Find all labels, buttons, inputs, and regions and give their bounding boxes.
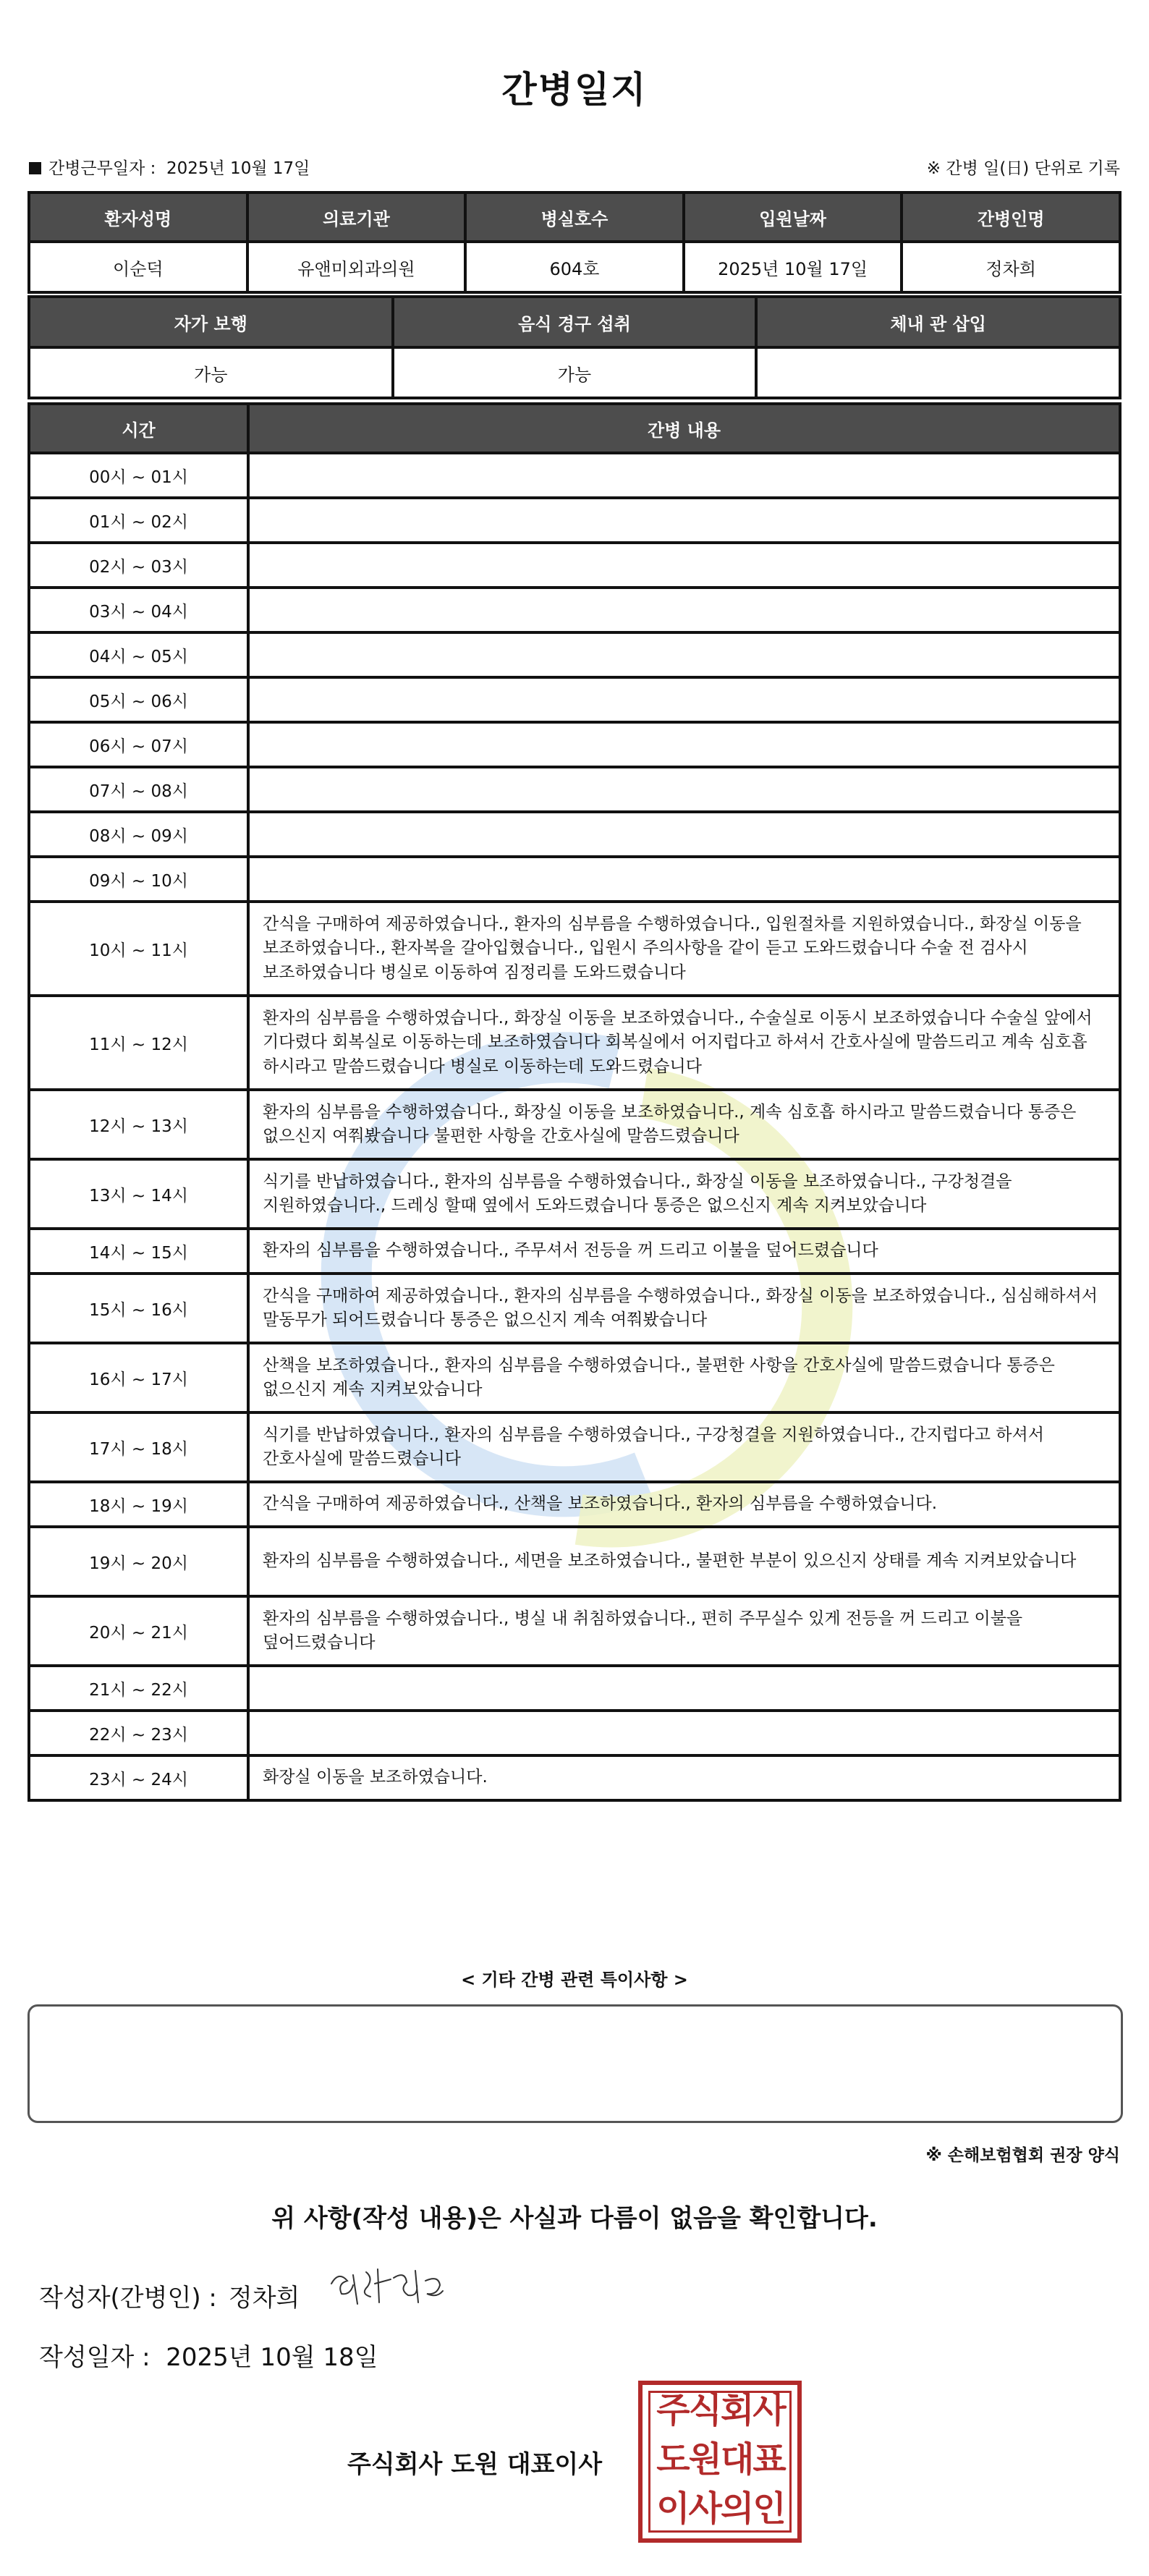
log-time: 02시 ~ 03시 xyxy=(29,543,248,588)
writer-line xyxy=(39,2278,300,2313)
caregiver-name: 정차희 xyxy=(902,242,1120,292)
log-time: 01시 ~ 02시 xyxy=(29,498,248,543)
log-content xyxy=(248,1666,1120,1711)
log-time: 20시 ~ 21시 xyxy=(29,1596,248,1666)
square-bullet-icon xyxy=(29,162,41,174)
log-content: 간식을 구매하여 제공하였습니다., 환자의 심부름을 수행하였습니다., 입원절차를 지원하였습니다., 화장실 이동을 보조하였습니다., 환자복을 갈아입혔습니다., 입원시 주의사항을 같이 듣고 도와드렸습니다 수술 전 검사시 보조하였습니다 병실로 이동하여 짐정리를 도와드렸습니다 xyxy=(248,902,1120,996)
company-name: 주식회사 도원 대표이사 xyxy=(347,2450,603,2479)
care-log-row xyxy=(29,1412,1120,1482)
log-content: 환자의 심부름을 수행하였습니다., 화장실 이동을 보조하였습니다., 계속 심호흡 하시라고 말씀드렸습니다 통증은 없으신지 여쭤봤습니다 불편한 사항을 간호사실에 말씀드렸습니다 xyxy=(248,1090,1120,1159)
header-hospital: 의료기관 xyxy=(247,192,466,242)
header-oral-intake: 음식 경구 섭취 xyxy=(393,297,757,347)
header-tube: 체내 관 삽입 xyxy=(756,297,1120,347)
care-log-row xyxy=(29,722,1120,767)
log-content xyxy=(248,588,1120,632)
patient-status-table xyxy=(27,295,1122,399)
care-log-row xyxy=(29,767,1120,812)
care-log-row xyxy=(29,1274,1120,1343)
care-log-row xyxy=(29,1755,1120,1800)
log-time: 05시 ~ 06시 xyxy=(29,677,248,722)
header-care-content: 간병 내용 xyxy=(248,404,1120,453)
log-content xyxy=(248,1711,1120,1755)
log-time: 07시 ~ 08시 xyxy=(29,767,248,812)
care-log-row xyxy=(29,1343,1120,1412)
log-content xyxy=(248,767,1120,812)
log-content: 간식을 구매하여 제공하였습니다., 산책을 보조하였습니다., 환자의 심부름을 수행하였습니다. xyxy=(248,1482,1120,1527)
log-content xyxy=(248,453,1120,498)
care-log-row xyxy=(29,632,1120,677)
patient-status-value-row xyxy=(29,347,1120,398)
room-number: 604호 xyxy=(465,242,684,292)
patient-info-table xyxy=(27,191,1122,294)
care-log-row xyxy=(29,1159,1120,1229)
writer-label: 작성자(간병인) : xyxy=(39,2284,217,2313)
log-content xyxy=(248,543,1120,588)
care-log-row xyxy=(29,1666,1120,1711)
log-content xyxy=(248,677,1120,722)
write-date-line xyxy=(39,2337,378,2373)
log-content xyxy=(248,498,1120,543)
header-admission-date: 입원날짜 xyxy=(684,192,902,242)
write-date-value: 2025년 10월 18일 xyxy=(166,2343,378,2372)
log-time: 03시 ~ 04시 xyxy=(29,588,248,632)
writer-name: 정차희 xyxy=(228,2284,300,2313)
work-date-value: 2025년 10월 17일 xyxy=(166,159,310,178)
patient-status-header-row xyxy=(29,297,1120,347)
log-content xyxy=(248,812,1120,857)
care-log-row xyxy=(29,1711,1120,1755)
log-content xyxy=(248,857,1120,902)
log-time: 18시 ~ 19시 xyxy=(29,1482,248,1527)
care-log-row xyxy=(29,543,1120,588)
log-content: 식기를 반납하였습니다., 환자의 심부름을 수행하였습니다., 화장실 이동을 보조하였습니다., 구강청결을 지원하였습니다., 드레싱 할때 옆에서 도와드렸습니다 통증은 없으신지 계속 지켜보았습니다 xyxy=(248,1159,1120,1229)
hospital-name: 유앤미외과의원 xyxy=(247,242,466,292)
log-content xyxy=(248,722,1120,767)
care-log-row xyxy=(29,812,1120,857)
log-time: 14시 ~ 15시 xyxy=(29,1229,248,1274)
care-log-row xyxy=(29,498,1120,543)
recommend-note: ※ 손해보험협회 권장 양식 xyxy=(925,2146,1120,2165)
log-content: 환자의 심부름을 수행하였습니다., 세면을 보조하였습니다., 불편한 부분이 있으신지 상태를 계속 지켜보았습니다 xyxy=(248,1527,1120,1596)
header-caregiver: 간병인명 xyxy=(902,192,1120,242)
care-log-body xyxy=(29,453,1120,1800)
log-content: 화장실 이동을 보조하였습니다. xyxy=(248,1755,1120,1800)
seal-line-2: 도원대표 xyxy=(656,2439,785,2480)
care-log-row xyxy=(29,902,1120,996)
care-log-row xyxy=(29,996,1120,1090)
log-content: 산책을 보조하였습니다., 환자의 심부름을 수행하였습니다., 불편한 사항을 간호사실에 말씀드렸습니다 통증은 없으신지 계속 지켜보았습니다 xyxy=(248,1343,1120,1412)
care-log-row xyxy=(29,1527,1120,1596)
log-time: 08시 ~ 09시 xyxy=(29,812,248,857)
log-time: 04시 ~ 05시 xyxy=(29,632,248,677)
log-time: 00시 ~ 01시 xyxy=(29,453,248,498)
admission-date: 2025년 10월 17일 xyxy=(684,242,902,292)
header-time: 시간 xyxy=(29,404,248,453)
log-time: 10시 ~ 11시 xyxy=(29,902,248,996)
confirm-statement: 위 사항(작성 내용)은 사실과 다름이 없음을 확인합니다. xyxy=(271,2204,878,2233)
patient-info-header-row xyxy=(29,192,1120,242)
notes-title: < 기타 간병 관련 특이사항 > xyxy=(461,1970,688,1990)
care-log-row xyxy=(29,588,1120,632)
seal-line-1: 주식회사 xyxy=(656,2390,785,2431)
notes-box xyxy=(27,2004,1123,2123)
care-log-row xyxy=(29,453,1120,498)
patient-name: 이순덕 xyxy=(29,242,247,292)
document-title: 간병일지 xyxy=(501,69,648,111)
patient-info-value-row xyxy=(29,242,1120,292)
care-log-table xyxy=(27,402,1122,1802)
log-content: 환자의 심부름을 수행하였습니다., 주무셔서 전등을 꺼 드리고 이불을 덮어드렸습니다 xyxy=(248,1229,1120,1274)
care-log-header-row xyxy=(29,404,1120,453)
log-time: 09시 ~ 10시 xyxy=(29,857,248,902)
log-content: 환자의 심부름을 수행하였습니다., 화장실 이동을 보조하였습니다., 수술실로 이동시 보조하였습니다 수술실 앞에서 기다렸다 회복실로 이동하는데 보조하였습니다 회복실에서 어지럽다고 하셔서 간호사실에 말씀드리고 계속 심호흡 하시라고 말씀드렸습니다 병실로 이동하는데 도와드렸습니다 xyxy=(248,996,1120,1090)
log-time: 22시 ~ 23시 xyxy=(29,1711,248,1755)
work-date-label: 간병근무일자 : xyxy=(48,159,156,178)
log-content: 간식을 구매하여 제공하였습니다., 환자의 심부름을 수행하였습니다., 화장실 이동을 보조하였습니다., 심심해하셔서 말동무가 되어드렸습니다 통증은 없으신지 계속 여쭤봤습니다 xyxy=(248,1274,1120,1343)
care-log-row xyxy=(29,1596,1120,1666)
log-time: 19시 ~ 20시 xyxy=(29,1527,248,1596)
tube-status xyxy=(756,347,1120,398)
log-time: 16시 ~ 17시 xyxy=(29,1343,248,1412)
log-content: 환자의 심부름을 수행하였습니다., 병실 내 취침하였습니다., 편히 주무실수 있게 전등을 꺼 드리고 이불을 덮어드렸습니다 xyxy=(248,1596,1120,1666)
log-time: 06시 ~ 07시 xyxy=(29,722,248,767)
log-time: 11시 ~ 12시 xyxy=(29,996,248,1090)
header-walking: 자가 보행 xyxy=(29,297,393,347)
work-date-line xyxy=(29,155,310,179)
log-time: 23시 ~ 24시 xyxy=(29,1755,248,1800)
care-log-row xyxy=(29,1229,1120,1274)
handwritten-signature xyxy=(324,2262,462,2313)
log-time: 21시 ~ 22시 xyxy=(29,1666,248,1711)
company-seal-stamp xyxy=(638,2381,802,2543)
log-time: 13시 ~ 14시 xyxy=(29,1159,248,1229)
care-log-row xyxy=(29,677,1120,722)
log-time: 15시 ~ 16시 xyxy=(29,1274,248,1343)
log-content xyxy=(248,632,1120,677)
walking-status: 가능 xyxy=(29,347,393,398)
log-time: 12시 ~ 13시 xyxy=(29,1090,248,1159)
care-log-row xyxy=(29,1482,1120,1527)
care-log-row xyxy=(29,1090,1120,1159)
log-time: 17시 ~ 18시 xyxy=(29,1412,248,1482)
header-room: 병실호수 xyxy=(465,192,684,242)
unit-note: ※ 간병 일(日) 단위로 기록 xyxy=(926,159,1120,178)
oral-intake-status: 가능 xyxy=(393,347,757,398)
seal-line-3: 이사의인 xyxy=(656,2488,785,2529)
log-content: 식기를 반납하였습니다., 환자의 심부름을 수행하였습니다., 구강청결을 지원하였습니다., 간지럽다고 하셔서 간호사실에 말씀드렸습니다 xyxy=(248,1412,1120,1482)
write-date-label: 작성일자 : xyxy=(39,2343,150,2372)
care-log-row xyxy=(29,857,1120,902)
header-patient-name: 환자성명 xyxy=(29,192,247,242)
